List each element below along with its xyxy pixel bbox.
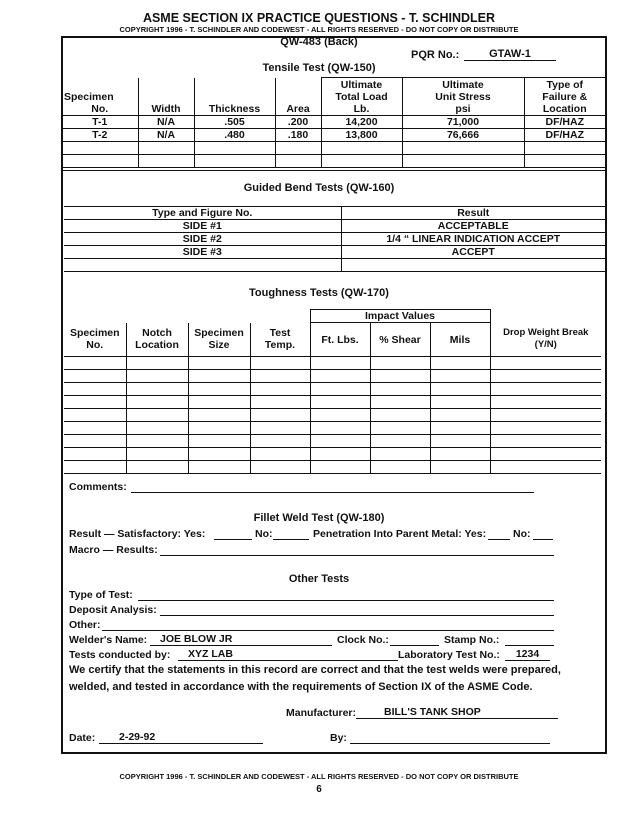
tough-cell[interactable]	[126, 370, 188, 383]
tough-cell[interactable]	[490, 370, 601, 383]
comments-field[interactable]	[131, 492, 534, 493]
table-row	[62, 116, 605, 129]
tough-cell[interactable]	[490, 448, 601, 461]
tensile-cell[interactable]	[275, 142, 321, 155]
tensile-cell[interactable]: T-1	[62, 116, 138, 129]
tough-cell[interactable]	[310, 357, 370, 370]
form-id: QW-483 (Back)	[280, 36, 358, 48]
table-row	[64, 233, 605, 246]
tough-cell[interactable]	[126, 409, 188, 422]
tensile-cell[interactable]: .180	[275, 129, 321, 142]
date-label: Date:	[69, 732, 96, 744]
toughness-header-row2	[64, 323, 601, 357]
header-copyright: COPYRIGHT 1996 - T. SCHINDLER AND CODEWEST - ALL RIGHTS RESERVED - DO NOT COPY OR DISTRIBUTE	[119, 25, 519, 34]
tensile-cell[interactable]	[524, 142, 605, 155]
tough-cell[interactable]	[430, 383, 490, 396]
bend-h-type: Type and Figure No.	[64, 207, 341, 220]
conducted-by-label: Tests conducted by:	[69, 649, 171, 661]
tensile-cell[interactable]	[62, 155, 138, 168]
tough-cell[interactable]	[370, 435, 430, 448]
table-row	[62, 155, 605, 168]
tough-cell[interactable]	[250, 383, 310, 396]
macro-field[interactable]	[160, 555, 554, 556]
tough-cell[interactable]	[490, 396, 601, 409]
tough-cell[interactable]	[430, 422, 490, 435]
tough-cell[interactable]	[310, 396, 370, 409]
tough-cell[interactable]	[126, 448, 188, 461]
lab-test-label: Laboratory Test No.:	[398, 649, 500, 661]
penetration-no-label: No:	[513, 528, 531, 540]
tough-cell[interactable]	[490, 422, 601, 435]
tough-cell[interactable]	[370, 409, 430, 422]
tough-cell[interactable]	[250, 435, 310, 448]
footer-copyright: COPYRIGHT 1996 - T. SCHINDLER AND CODEWEST - ALL RIGHTS RESERVED - DO NOT COPY OR DISTRIBUTE	[119, 772, 519, 781]
tensile-cell[interactable]	[402, 155, 524, 168]
penetration-no-field[interactable]	[533, 539, 553, 540]
tough-cell[interactable]	[430, 435, 490, 448]
tough-cell[interactable]	[490, 435, 601, 448]
tough-cell[interactable]	[188, 357, 250, 370]
page-number: 6	[316, 784, 322, 795]
table-row	[62, 129, 605, 142]
other-label: Other:	[69, 619, 101, 631]
tough-cell[interactable]	[310, 461, 370, 474]
tough-cell[interactable]	[64, 396, 126, 409]
bend-cell[interactable]	[64, 259, 341, 272]
bend-header-row	[64, 207, 605, 220]
bend-cell[interactable]: ACCEPT	[341, 246, 605, 259]
bend-title: Guided Bend Tests (QW-160)	[243, 182, 395, 194]
stamp-no-label: Stamp No.:	[444, 634, 500, 646]
tough-cell[interactable]	[370, 448, 430, 461]
tensile-h-load: Ultimate Total Load Lb.	[321, 78, 402, 116]
manufacturer-label: Manufacturer:	[286, 707, 357, 719]
tensile-h-stress: Ultimate Unit Stress psi	[402, 78, 524, 116]
tensile-cell[interactable]	[402, 142, 524, 155]
tensile-cell[interactable]: 71,000	[402, 116, 524, 129]
section-divider	[62, 170, 605, 171]
tough-cell[interactable]	[310, 370, 370, 383]
welder-name-field[interactable]: JOE BLOW JR	[150, 633, 332, 646]
tough-cell[interactable]	[188, 461, 250, 474]
tough-cell[interactable]	[370, 461, 430, 474]
stamp-no-field[interactable]	[505, 645, 554, 646]
tough-cell[interactable]	[490, 409, 601, 422]
tough-h-temp: Test Temp.	[250, 323, 310, 357]
tensile-cell[interactable]	[194, 142, 275, 155]
deposit-analysis-label: Deposit Analysis:	[69, 604, 157, 616]
fillet-no-label: No:	[255, 528, 273, 540]
tensile-cell[interactable]: 13,800	[321, 129, 402, 142]
conducted-by-field[interactable]: XYZ LAB	[178, 648, 398, 661]
bend-table	[64, 206, 605, 272]
tough-h-size: Specimen Size	[188, 323, 250, 357]
table-row	[64, 357, 601, 370]
type-of-test-field[interactable]	[138, 600, 554, 601]
bend-cell[interactable]: SIDE #3	[64, 246, 341, 259]
tensile-cell[interactable]	[138, 142, 194, 155]
tough-cell[interactable]	[490, 383, 601, 396]
tough-cell[interactable]	[126, 461, 188, 474]
bend-cell[interactable]: 1/4 “ LINEAR INDICATION ACCEPT	[341, 233, 605, 246]
tough-cell[interactable]	[490, 357, 601, 370]
by-field[interactable]	[350, 743, 550, 744]
fillet-yes-field[interactable]	[214, 539, 252, 540]
tough-cell[interactable]	[490, 461, 601, 474]
tough-cell[interactable]	[370, 422, 430, 435]
table-row	[64, 246, 605, 259]
tensile-cell[interactable]: N/A	[138, 129, 194, 142]
table-row	[64, 383, 601, 396]
certify-line-1: We certify that the statements in this record are correct and that the test welds were prepared,	[69, 664, 561, 676]
table-row	[64, 370, 601, 383]
tough-cell[interactable]	[250, 357, 310, 370]
table-row	[64, 396, 601, 409]
tough-cell[interactable]	[370, 357, 430, 370]
tensile-cell[interactable]: T-2	[62, 129, 138, 142]
impact-values-header: Impact Values	[310, 310, 490, 323]
tough-cell[interactable]	[64, 409, 126, 422]
penetration-yes-field[interactable]	[488, 539, 510, 540]
tensile-cell[interactable]	[524, 155, 605, 168]
tough-h-shear: % Shear	[370, 323, 430, 357]
table-row	[64, 461, 601, 474]
tough-cell[interactable]	[126, 357, 188, 370]
bend-h-result: Result	[341, 207, 605, 220]
tough-cell[interactable]	[250, 370, 310, 383]
tough-cell[interactable]	[310, 383, 370, 396]
tough-cell[interactable]	[370, 396, 430, 409]
tensile-cell[interactable]	[138, 155, 194, 168]
tensile-h-failure: Type of Failure & Location	[524, 78, 605, 116]
tough-cell[interactable]	[126, 383, 188, 396]
tensile-h-area: Area	[275, 78, 321, 116]
tough-cell[interactable]	[188, 370, 250, 383]
tough-cell[interactable]	[188, 383, 250, 396]
tough-cell[interactable]	[430, 461, 490, 474]
tough-cell[interactable]	[250, 396, 310, 409]
deposit-analysis-field[interactable]	[160, 615, 554, 616]
toughness-header-row1	[64, 310, 601, 323]
table-row	[64, 435, 601, 448]
toughness-title: Toughness Tests (QW-170)	[249, 287, 389, 299]
tensile-cell[interactable]	[62, 142, 138, 155]
tensile-h-width: Width	[138, 78, 194, 116]
tensile-title: Tensile Test (QW-150)	[262, 62, 376, 74]
fillet-no-field[interactable]	[273, 539, 309, 540]
comments-label: Comments:	[69, 481, 127, 493]
tough-cell[interactable]	[64, 435, 126, 448]
pqr-label: PQR No.:	[411, 49, 460, 61]
tough-h-mils: Mils	[430, 323, 490, 357]
by-label: By:	[330, 732, 347, 744]
tensile-cell[interactable]: N/A	[138, 116, 194, 129]
tough-cell[interactable]	[370, 370, 430, 383]
tough-cell[interactable]	[250, 409, 310, 422]
tough-cell[interactable]	[430, 409, 490, 422]
tensile-table	[62, 77, 605, 168]
tough-cell[interactable]	[250, 422, 310, 435]
tensile-cell[interactable]	[321, 155, 402, 168]
table-row	[64, 448, 601, 461]
table-row	[64, 422, 601, 435]
bend-cell[interactable]	[341, 259, 605, 272]
tensile-cell[interactable]: DF/HAZ	[524, 116, 605, 129]
fillet-result-label: Result — Satisfactory: Yes:	[69, 528, 206, 540]
bend-cell[interactable]: SIDE #2	[64, 233, 341, 246]
tough-cell[interactable]	[370, 383, 430, 396]
tough-cell[interactable]	[250, 461, 310, 474]
tough-cell[interactable]	[126, 435, 188, 448]
tensile-cell[interactable]: .505	[194, 116, 275, 129]
tough-cell[interactable]	[310, 448, 370, 461]
table-row	[64, 259, 605, 272]
tough-cell[interactable]	[310, 409, 370, 422]
tensile-cell[interactable]: 14,200	[321, 116, 402, 129]
tough-cell[interactable]	[64, 370, 126, 383]
other-field[interactable]	[102, 630, 554, 631]
other-title: Other Tests	[288, 573, 350, 585]
type-of-test-label: Type of Test:	[69, 589, 133, 601]
tough-cell[interactable]	[64, 383, 126, 396]
table-row	[64, 409, 601, 422]
toughness-table	[64, 309, 601, 474]
tensile-cell[interactable]: .480	[194, 129, 275, 142]
manufacturer-field[interactable]: BILL'S TANK SHOP	[356, 706, 558, 719]
tough-cell[interactable]	[188, 422, 250, 435]
bend-cell[interactable]: SIDE #1	[64, 220, 341, 233]
tough-cell[interactable]	[64, 448, 126, 461]
tough-cell[interactable]	[310, 435, 370, 448]
tough-cell[interactable]	[430, 448, 490, 461]
date-field[interactable]: 2-29-92	[99, 731, 263, 744]
tensile-h-specimen: Specimen No.	[62, 78, 138, 116]
tough-cell[interactable]	[310, 422, 370, 435]
tough-h-specimen: Specimen No.	[64, 323, 126, 357]
clock-no-field[interactable]	[390, 645, 439, 646]
fillet-title: Fillet Weld Test (QW-180)	[253, 512, 385, 524]
pqr-value[interactable]: GTAW-1	[464, 48, 556, 61]
macro-label: Macro — Results:	[69, 544, 158, 556]
lab-test-field[interactable]: 1234	[505, 648, 550, 661]
tensile-cell[interactable]	[194, 155, 275, 168]
welder-name-label: Welder's Name:	[69, 634, 148, 646]
tensile-header-row	[62, 78, 605, 116]
bend-cell[interactable]: ACCEPTABLE	[341, 220, 605, 233]
tough-cell[interactable]	[250, 448, 310, 461]
tough-h-notch: Notch Location	[126, 323, 188, 357]
tensile-cell[interactable]	[275, 155, 321, 168]
certify-line-2: welded, and tested in accordance with the requirements of Section IX of the ASME Code.	[69, 681, 533, 693]
tough-cell[interactable]	[430, 370, 490, 383]
tough-cell[interactable]	[126, 396, 188, 409]
tensile-cell[interactable]: DF/HAZ	[524, 129, 605, 142]
tough-cell[interactable]	[64, 357, 126, 370]
tough-cell[interactable]	[430, 357, 490, 370]
table-row	[62, 142, 605, 155]
tensile-h-thickness: Thickness	[194, 78, 275, 116]
penetration-label: Penetration Into Parent Metal: Yes:	[313, 528, 487, 540]
tough-cell[interactable]	[64, 422, 126, 435]
tough-cell[interactable]	[188, 435, 250, 448]
clock-no-label: Clock No.:	[337, 634, 389, 646]
tensile-cell[interactable]	[321, 142, 402, 155]
tough-cell[interactable]	[188, 396, 250, 409]
tough-h-drop: Drop Weight Break (Y/N)	[490, 323, 601, 357]
document-title: ASME SECTION IX PRACTICE QUESTIONS - T. SCHINDLER	[142, 11, 496, 25]
tough-h-ftlbs: Ft. Lbs.	[310, 323, 370, 357]
tough-cell[interactable]	[188, 448, 250, 461]
tough-cell[interactable]	[64, 461, 126, 474]
tensile-cell[interactable]: 76,666	[402, 129, 524, 142]
tough-cell[interactable]	[430, 396, 490, 409]
tough-cell[interactable]	[188, 409, 250, 422]
tough-cell[interactable]	[126, 422, 188, 435]
table-row	[64, 220, 605, 233]
tensile-cell[interactable]: .200	[275, 116, 321, 129]
